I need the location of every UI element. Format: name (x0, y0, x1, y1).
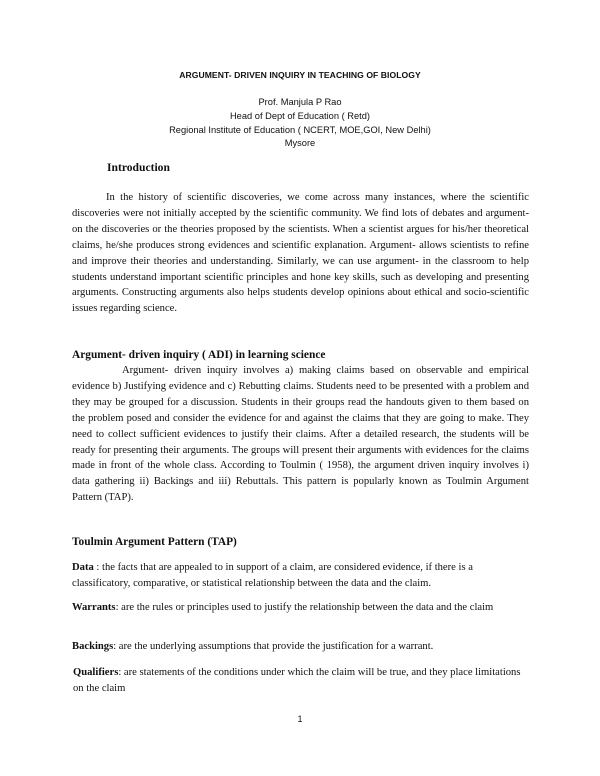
definition-term: Backings (72, 641, 114, 652)
definition-backings (72, 639, 529, 655)
author-affiliation (0, 96, 600, 151)
definition-text: : are statements of the conditions under which the claim will be true, and they place limitations on the claim (73, 667, 521, 694)
definition-term: Warrants (72, 602, 116, 613)
adi-section-heading: Argument- driven inquiry ( ADI) in learning science (72, 349, 326, 361)
adi-section-paragraph: Argument- driven inquiry involves a) making claims based on observable and empirical evidence b) Justifying evidence and c) Rebutting claims. Students need to be presented with a problem and they may be grouped for a discussion. Students in their groups read the handouts given to them based on the problem posed and consider the evidence for and against the claims that they are going to make. They need to collect sufficient evidences to justify their claims. After a detailed research, the students will be ready for presenting their arguments. The groups will present their arguments with evidences for the claims made in front of the whole class. According to Toulmin ( 1958), the argument driven inquiry involves i) data gathering ii) Backings and iii) Rebuttals. This pattern is popularly known as Toulmin Argument Pattern (TAP). (72, 365, 529, 504)
definition-qualifiers (73, 665, 530, 697)
definition-data (72, 560, 529, 592)
definition-text: : are the rules or principles used to justify the relationship between the data and the claim (115, 602, 494, 613)
page-number: 1 (297, 714, 303, 724)
document-title: ARGUMENT- DRIVEN INQUIRY IN TEACHING OF BIOLOGY (179, 70, 421, 80)
author-position: Head of Dept of Education ( Retd) (229, 110, 371, 121)
author-institution: Regional Institute of Education ( NCERT, MOE,GOI, New Delhi) (169, 124, 431, 135)
author-name: Prof. Manjula P Rao (258, 97, 342, 107)
introduction-heading: Introduction (107, 161, 170, 174)
definition-text: : the facts that are appealed to in support of a claim, are considered evidence, if there is a classificatory, comparative, or statistical relationship between the data and the claim. (72, 562, 473, 589)
tap-section-heading: Toulmin Argument Pattern (TAP) (72, 536, 237, 548)
definition-term: Qualifiers (73, 667, 119, 678)
definition-term: Data (72, 562, 94, 573)
author-city: Mysore (284, 138, 316, 149)
definition-text: : are the underlying assumptions that provide the justification for a warrant. (113, 641, 434, 652)
introduction-paragraph: In the history of scientific discoveries, we come across many instances, where the scientific discoveries were not initially accepted by the scientific community. We find lots of debates and argument- on the discoveries or the theories proposed by the scientists. When a scientist argues for his/her theoretical claims, he/she produces strong evidences and scientific explanation. Argument- allows scientists to refine and improve their theories and understanding. Similarly, we can use argument- in the classroom to help students understand important scientific principles and hone key skills, such as developing and presenting arguments. Constructing arguments also helps students develop opinions about ethical and socio-scientific issues regarding science. (72, 192, 529, 315)
definition-warrants (72, 600, 529, 616)
